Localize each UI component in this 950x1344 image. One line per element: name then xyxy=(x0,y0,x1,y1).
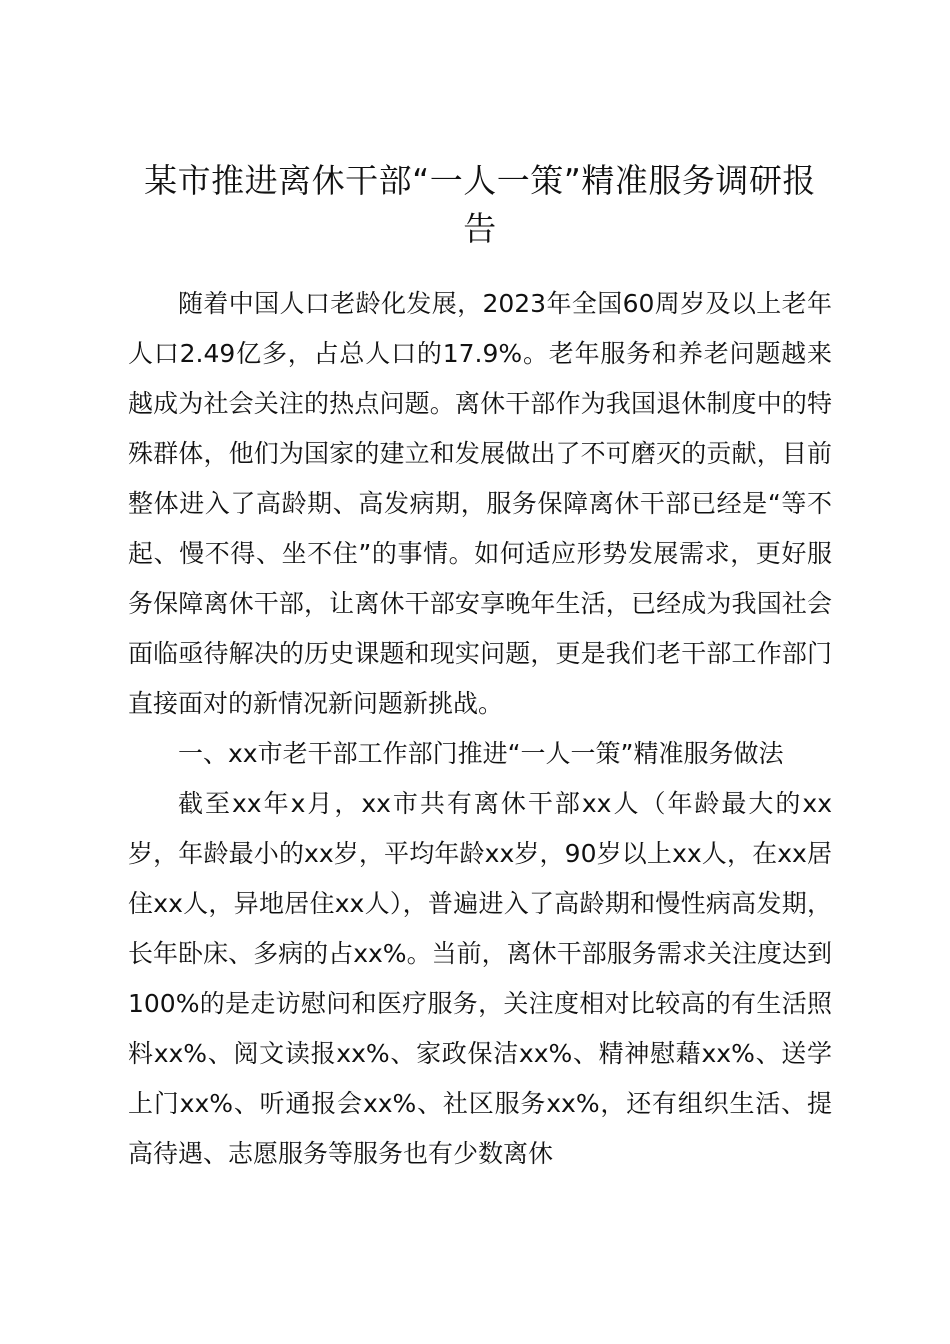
document-title: 某市推进离休干部“一人一策”精准服务调研报告 xyxy=(144,161,816,248)
intro-paragraph: 随着中国人口老龄化发展，2023年全国60周岁及以上老年人口2.49亿多，占总人口的17.9%。老年服务和养老问题越来越成为社会关注的热点问题。离休干部作为我国退休制度中的特殊群体，他们为国家的建立和发展做出了不可磨灭的贡献，目前整体进入了高龄期、高发病期，服务保障离休干部已经是“等不起、慢不得、坐不住”的事情。如何适应形势发展需求，更好服务保障离休干部，让离休干部安享晚年生活，已经成为我国社会面临亟待解决的历史课题和现实问题，更是我们老干部工作部门直接面对的新情况新问题新挑战。 xyxy=(128,289,832,718)
section-heading: 一、xx市老干部工作部门推进“一人一策”精准服务做法 xyxy=(178,739,784,768)
document-body xyxy=(128,279,832,1179)
section-paragraph: 截至xx年x月，xx市共有离休干部xx人（年龄最大的xx岁，年龄最小的xx岁，平均年龄xx岁，90岁以上xx人，在xx居住xx人，异地居住xx人），普遍进入了高龄期和慢性病高发期，长年卧床、多病的占xx%。当前，离休干部服务需求关注度达到100%的是走访慰问和医疗服务，关注度相对比较高的有生活照料xx%、阅文读报xx%、家政保洁xx%、精神慰藉xx%、送学上门xx%、听通报会xx%、社区服务xx%，还有组织生活、提高待遇、志愿服务等服务也有少数离休 xyxy=(128,789,832,1168)
